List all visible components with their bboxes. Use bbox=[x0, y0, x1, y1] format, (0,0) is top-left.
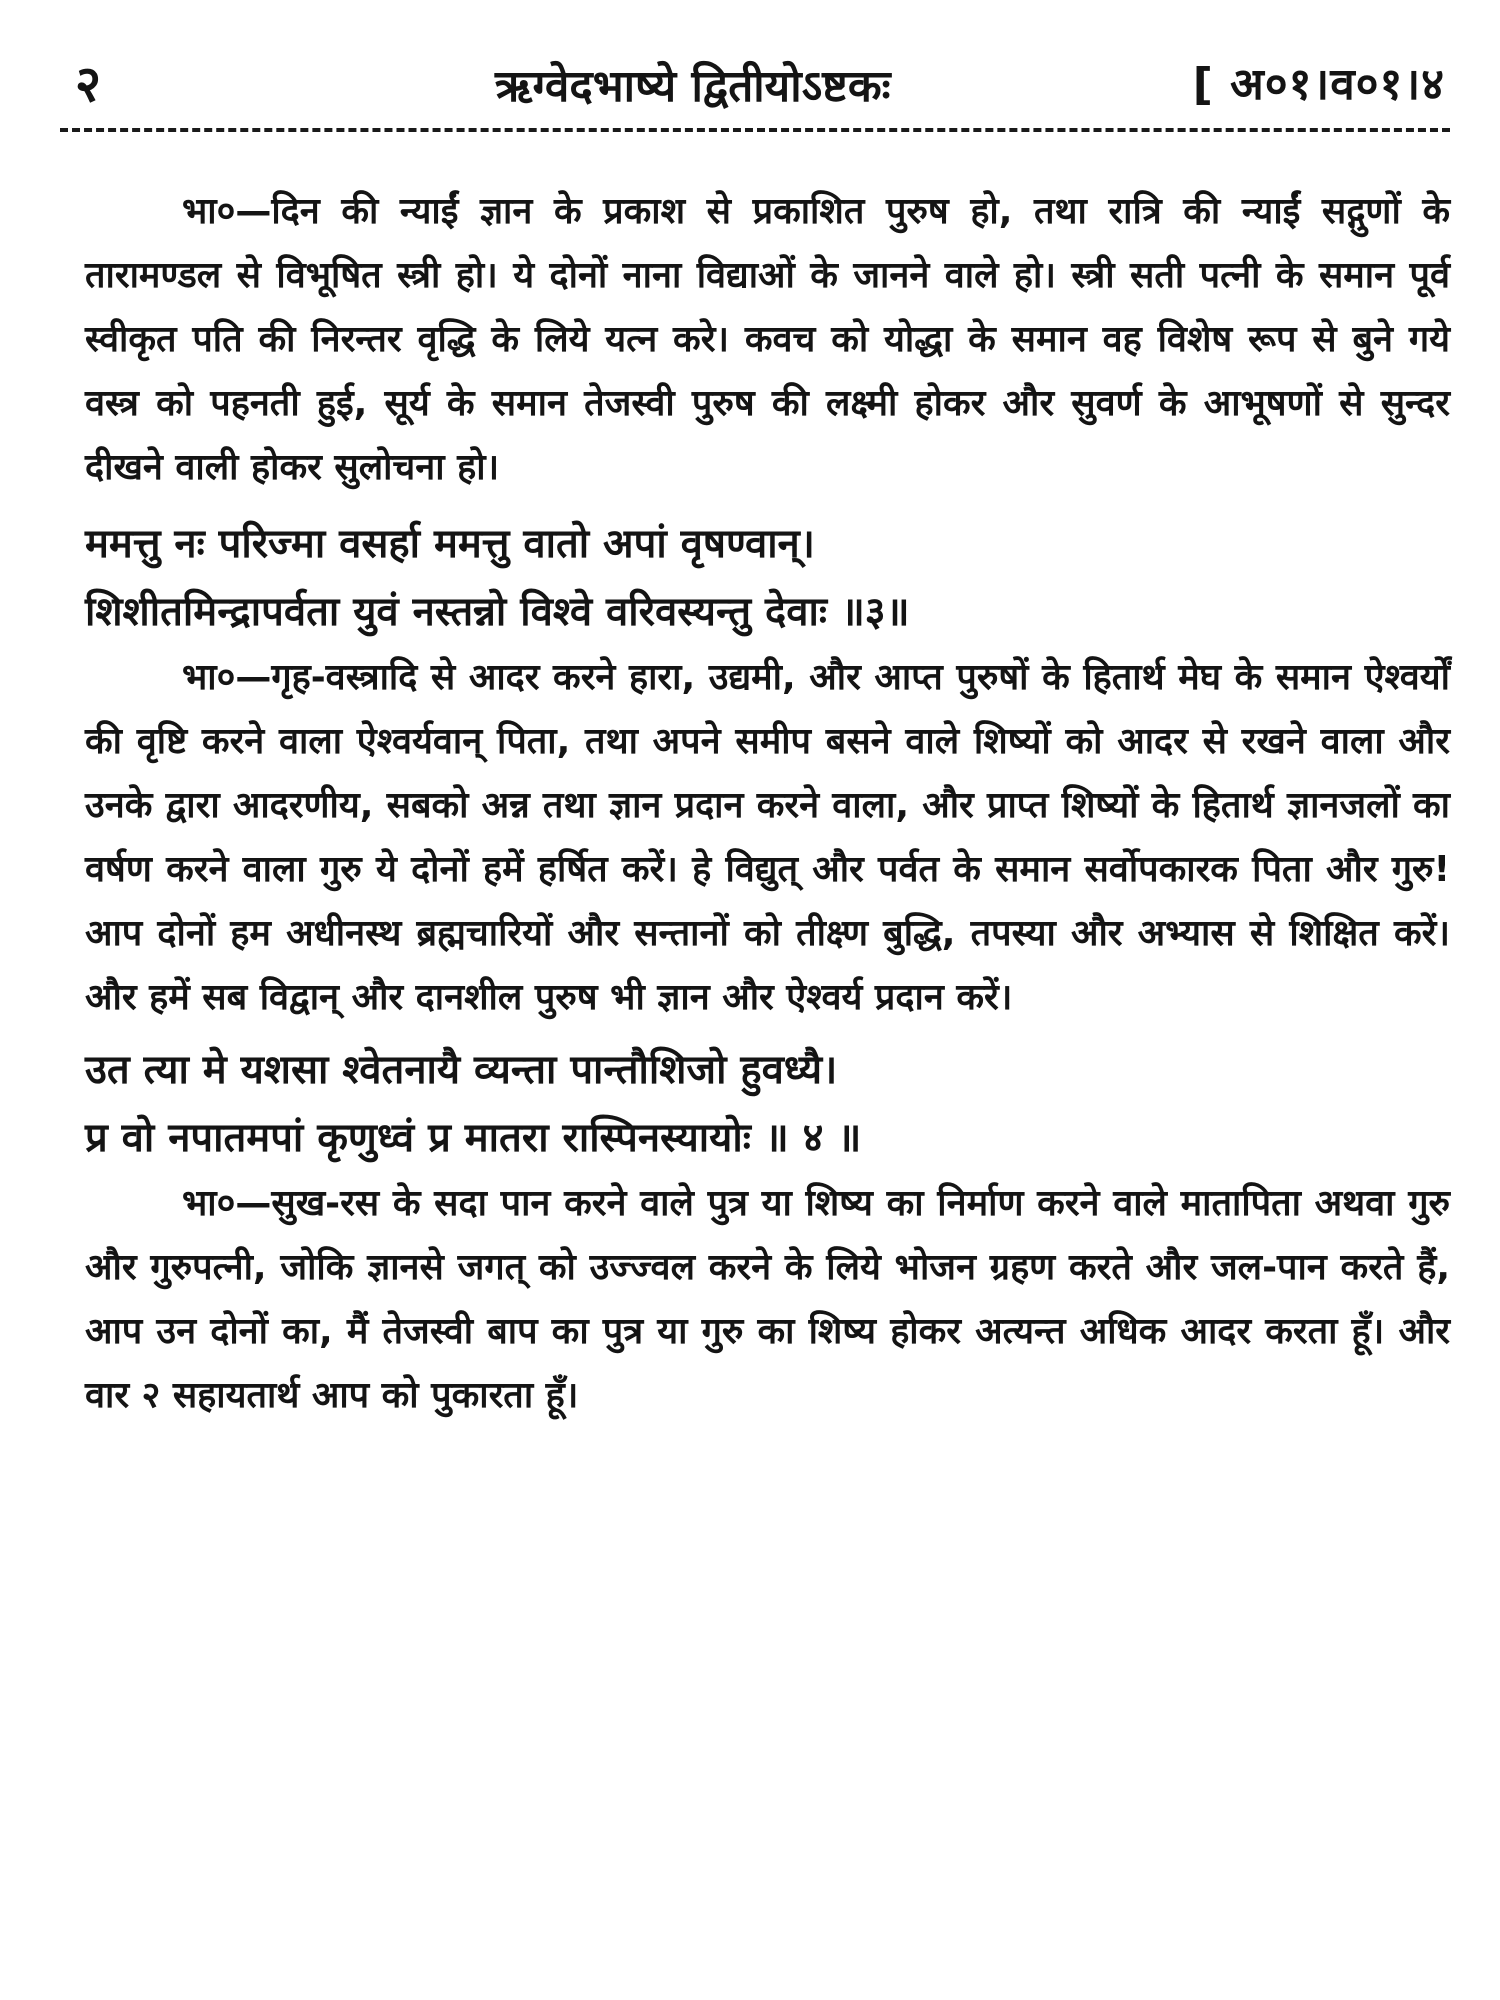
page-body bbox=[85, 180, 1450, 1428]
commentary-paragraph-2: भा०—गृह-वस्त्रादि से आदर करने हारा, उद्यमी, और आप्त पुरुषों के हितार्थ मेघ के समान ऐश्वर्यों की वृष्टि करने वाला ऐश्वर्यवान् पिता, तथा अपने समीप बसने वाले शिष्यों को आदर से रखने वाला और उनके द्वारा आदरणीय, सबको अन्न तथा ज्ञान प्रदान करने वाला, और प्राप्त शिष्यों के हितार्थ ज्ञानजलों का वर्षण करने वाला गुरु ये दोनों हमें हर्षित करें। हे विद्युत् और पर्वत के समान सर्वोपकारक पिता और गुरु! आप दोनों हम अधीनस्थ ब्रह्मचारियों और सन्तानों को तीक्ष्ण बुद्धि, तपस्या और अभ्यास से शिक्षित करें। और हमें सब विद्वान् और दानशील पुरुष भी ज्ञान और ऐश्वर्य प्रदान करें। bbox=[85, 657, 1450, 1018]
header-divider bbox=[60, 128, 1450, 132]
section-reference: [ अ०१।व०१।४ bbox=[1192, 59, 1445, 110]
mantra-4-line-1: उत त्या मे यशसा श्वेतनायै व्यन्ता पान्तौशिजो हुवध्यै। bbox=[85, 1047, 838, 1093]
page-number: २ bbox=[75, 55, 101, 113]
mantra-3-line-1: ममत्तु नः परिज्मा वसर्हा ममत्तु वातो अपां वृषण्वान्। bbox=[85, 521, 815, 567]
running-title: ऋग्वेदभाष्ये द्वितीयोऽष्टकः bbox=[495, 61, 891, 112]
mantra-4-line-2: प्र वो नपातमपां कृणुध्वं प्र मातरा रास्पिनस्यायोः ॥ ४ ॥ bbox=[85, 1115, 862, 1161]
commentary-paragraph-3: भा०—सुख-रस के सदा पान करने वाले पुत्र या शिष्य का निर्माण करने वाले मातापिता अथवा गुरु और गुरुपत्नी, जोकि ज्ञानसे जगत् को उज्ज्वल करने के लिये भोजन ग्रहण करते और जल-पान करते हैं, आप उन दोनों का, मैं तेजस्वी बाप का पुत्र या गुरु का शिष्य होकर अत्यन्त अधिक आदर करता हूँ। और वार २ सहायतार्थ आप को पुकारता हूँ। bbox=[85, 1183, 1450, 1416]
commentary-paragraph-1: भा०—दिन की न्याईं ज्ञान के प्रकाश से प्रकाशित पुरुष हो, तथा रात्रि की न्याईं सद्गुणों के तारामण्डल से विभूषित स्त्री हो। ये दोनों नाना विद्याओं के जानने वाले हो। स्त्री सती पत्नी के समान पूर्व स्वीकृत पति की निरन्तर वृद्धि के लिये यत्न करे। कवच को योद्धा के समान वह विशेष रूप से बुने गये वस्त्र को पहनती हुई, सूर्य के समान तेजस्वी पुरुष की लक्ष्मी होकर और सुवर्ण के आभूषणों से सुन्दर दीखने वाली होकर सुलोचना हो। bbox=[85, 191, 1450, 488]
page-header bbox=[75, 48, 1445, 118]
mantra-3-line-2: शिशीतमिन्द्रापर्वता युवं नस्तन्नो विश्वे वरिवस्यन्तु देवाः ॥३॥ bbox=[85, 589, 910, 635]
